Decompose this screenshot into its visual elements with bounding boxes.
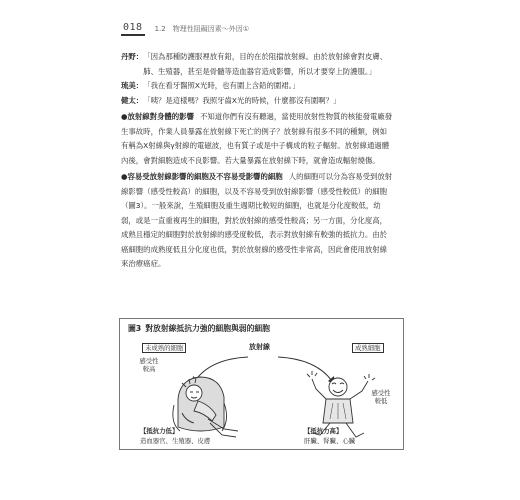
radiation-arrow-right [278,357,332,381]
dialogue-line [121,50,393,79]
speaker-name: 琉美： [121,81,144,90]
left-organs-label: 造血器官、生殖器、皮膚 [140,437,211,445]
right-organs-label: 肝臟、腎臟、心臟 [304,437,356,445]
right-resistance-label: 【抵抗力高】 [304,427,343,435]
section-body: 人的細胞可以分為容易受到放射線影響（感受性較高）的細胞，以及不容易受到放射線影響（感受性較低）的細胞（圖3）。一般來說，生殖細胞及重生週期比較短的細胞，也就是分化度較低，幼弱，或是一直重複再生的細胞，對於放射線的感受性較高；另一方面，分化度高，成熟且穩定的細胞對於放射線的感受度較低，表示對放射線有較強的抵抗力。由於癌細胞的成熟度低且分化度也低，對於放射線的感受性非常高，因此會使用放射線來治療癌症。 [121,172,393,268]
right-sensitivity-label: 感受性較低 [371,389,391,405]
chapter-title: 1.2 物理性阻礙因素～外因① [154,25,249,33]
figure-number: 圖3 [128,324,142,333]
section-body: 不知道你們有沒有聽過，當使用放射性物質的核能發電廠發生事故時，作業人員暴露在放射線下死亡的例子？放射線有很多不同的種類，例如有稱為X射線與γ射線的電磁波，也有質子或是中子構成的粒子輻射。放射線通過體內後，會對細胞造成不良影響。若大量暴露在放射線下時，就會造成輻射燒傷。 [121,112,393,165]
section-radiation-effects [121,110,393,168]
left-resistance-label: 【抵抗力低】 [140,427,179,435]
weak-person-illustration [173,377,238,437]
figure-caption: 對放射線抵抗力強的細胞與弱的細胞 [145,324,270,333]
speaker-name: 健太： [121,95,144,105]
immature-cell-label: 未成熟的細胞 [142,343,186,353]
page-number: 018 [121,22,145,36]
dialogue-text: 「我在看牙醫照X光時，也有圍上含鉛的圍裙。」 [143,81,300,90]
figure-3 [119,318,404,450]
section-cell-sensitivity [121,170,393,272]
dialogue-line [121,79,393,94]
dialogue-text: 「因為那種防護服裡放有鉛，目的在於阻擋放射線。由於放射線會對皮膚、肺、生殖器，甚至是骨髓等造血器官造成影響，所以才要穿上防護服。」 [143,52,388,76]
dialogue-line [121,94,393,109]
mature-cell-label: 成熟細胞 [352,343,384,353]
section-heading: ●容易受放射線影響的細胞及不容易受影響的細胞 [121,172,283,181]
radiation-label: 放射線 [249,343,270,351]
left-sensitivity-label: 感受性較高 [139,357,159,373]
section-heading: ●放射線對身體的影響 [121,112,194,121]
page-content [121,50,393,272]
dialogue-text: 「咦？是這樣嗎？我照牙齒X光的時候，什麼都沒有圍啊？」 [143,95,341,105]
page-header [121,20,249,38]
speaker-name: 丹野： [121,52,144,61]
